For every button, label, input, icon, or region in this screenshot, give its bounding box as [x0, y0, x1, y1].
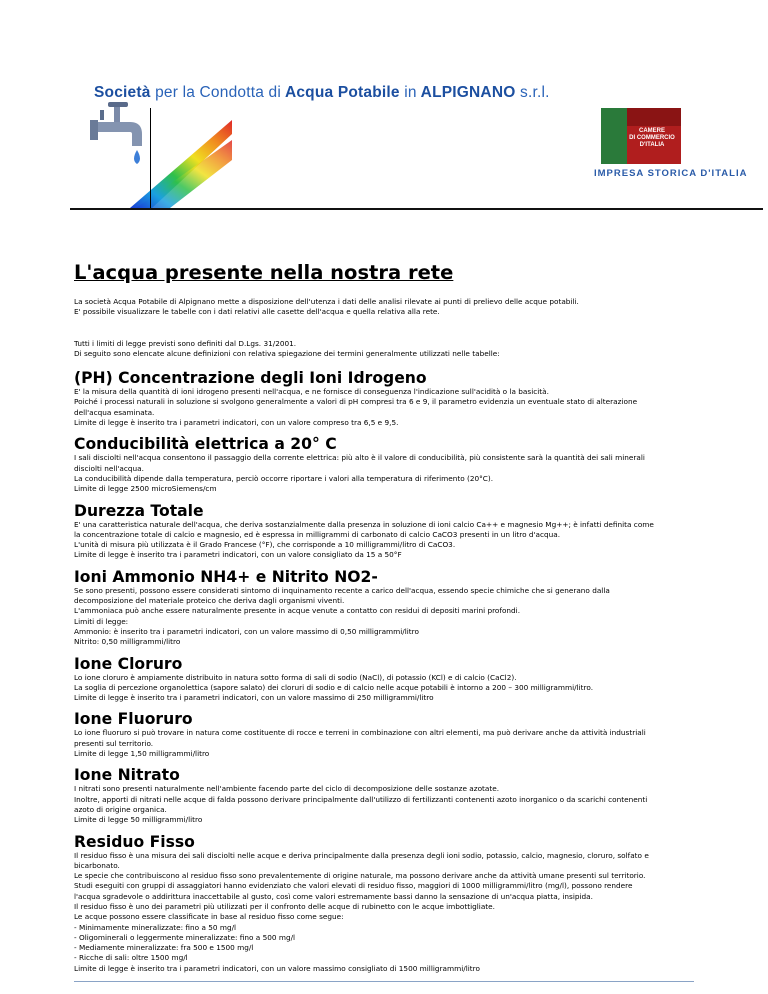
section-line: Lo ione cloruro è ampiamente distribuito in natura sotto forma di sali di sodio (NaCl), di potassio (KCl) e di calcio (CaCl2).	[74, 672, 517, 682]
section-line: la concentrazione totale di calcio e magnesio, ed è espressa in milligrammi di carbonato di calcio CaCO3 presenti in un litro d'acqua.	[74, 529, 561, 539]
intro-line: La società Acqua Potabile di Alpignano mette a disposizione dell'utenza i dati delle analisi rilevate ai punti di prelievo delle acque potabili.	[74, 297, 579, 306]
section-body	[74, 453, 694, 494]
footer-divider	[74, 981, 694, 982]
section-line: - Minimamente mineralizzate: fino a 50 mg/l	[74, 922, 237, 932]
intro-line: Tutti i limiti di legge previsti sono definiti dal D.Lgs. 31/2001.	[74, 338, 297, 348]
section-line: Limite di legge 1,50 milligrammi/litro	[74, 749, 210, 759]
section-title: Ione Nitrato	[74, 766, 180, 785]
section-line: azoto di origine organica.	[74, 804, 167, 814]
company-name-part: Società	[94, 84, 151, 101]
section-title: Ione Fluoruro	[74, 710, 193, 729]
section-line: Le acque possono essere classificate in base al residuo fisso come segue:	[74, 912, 344, 922]
definition-section	[74, 833, 694, 975]
faucet-rainbow-logo	[90, 100, 232, 208]
definition-section	[74, 369, 694, 428]
header-divider	[70, 208, 763, 210]
section-line: L'ammoniaca può anche essere naturalmente presente in acque venute a contatto con residui di depositi marini profondi.	[74, 606, 521, 616]
section-line: Inoltre, apporti di nitrati nelle acque di falda possono derivare principalmente dall'utilizzo di fertilizzanti contenenti azoto inorganico o da scarichi contenenti	[74, 794, 648, 804]
impresa-storica-label: IMPRESA STORICA D'ITALIA	[594, 168, 748, 179]
section-line: Ammonio: è inserito tra i parametri indicatori, con un valore massimo di 0,50 milligrammi/litro	[74, 626, 419, 636]
section-line: bicarbonato.	[74, 860, 120, 870]
section-line: Limiti di legge:	[74, 616, 129, 626]
section-body	[74, 673, 694, 704]
section-line: disciolti nell'acqua.	[74, 463, 144, 473]
intro-line: Di seguito sono elencate alcune definizioni con relativa spiegazione dei termini generalmente utilizzati nelle tabelle:	[74, 348, 500, 358]
section-body	[74, 520, 694, 561]
company-name-part: in	[404, 84, 417, 101]
section-line: Il residuo fisso è una misura dei sali disciolti nelle acque e deriva principalmente dalla presenza degli ioni sodio, potassio, calcio, magnesio, cloruro, solfato e	[74, 850, 649, 860]
limits-paragraph	[74, 339, 694, 360]
section-title: Ione Cloruro	[74, 654, 183, 673]
section-line: Limite di legge 50 milligrammi/litro	[74, 815, 203, 825]
definition-section	[74, 710, 694, 759]
section-line: - Mediamente mineralizzate: fra 500 e 1500 mg/l	[74, 943, 254, 953]
section-line: Se sono presenti, possono essere considerati sintomo di inquinamento recente a carico dell'acqua, essendo specie chimiche che si generano dalla	[74, 585, 610, 595]
page-title: L'acqua presente nella nostra rete	[74, 261, 454, 284]
section-line: Limite di legge è inserito tra i parametri indicatori, con un valore consigliato da 15 a 50°F	[74, 550, 402, 560]
section-line: Limite di legge è inserito tra i parametri indicatori, con un valore massimo consigliato di 1500 milligrammi/litro	[74, 963, 480, 973]
section-line: Limite di legge 2500 microSiemens/cm	[74, 484, 217, 494]
section-line: Studi eseguiti con gruppi di assaggiatori hanno evidenziato che valori elevati di residuo fisso, maggiori di 1000 milligrammi/litro (mg/l), possono rendere	[74, 881, 633, 891]
section-body	[74, 784, 694, 825]
page-header	[0, 0, 768, 210]
chamber-line: CAMERE	[638, 128, 665, 134]
section-body	[74, 387, 694, 428]
section-line: I nitrati sono presenti naturalmente nell'ambiente facendo parte del ciclo di decomposizione delle sostanze azotate.	[74, 784, 500, 794]
section-line: - Ricche di sali: oltre 1500 mg/l	[74, 953, 188, 963]
chamber-line: DI COMMERCIO	[629, 135, 675, 141]
section-body	[74, 586, 694, 648]
section-title: Residuo Fisso	[74, 832, 195, 851]
section-line: Poiché i processi naturali in soluzione si svolgono generalmente a valori di pH compresi tra 6 e 9, il parametro evidenzia un eventuale stato di alterazione	[74, 397, 638, 407]
section-title: Ioni Ammonio NH4+ e Nitrito NO2-	[74, 567, 378, 586]
definition-section	[74, 435, 694, 494]
definitions-list	[74, 369, 694, 974]
section-body	[74, 728, 694, 759]
section-body	[74, 851, 694, 975]
section-line: Le specie che contribuiscono al residuo fisso sono prevalentemente di origine naturale, ma possono derivare anche da attività umane presenti sul territorio.	[74, 871, 646, 881]
chamber-line: D'ITALIA	[639, 142, 665, 148]
section-line: L'unità di misura più utilizzata è il Grado Francese (°F), che corrisponde a 10 milligrammi/litro di CaCO3.	[74, 540, 456, 550]
section-line: Limite di legge è inserito tra i parametri indicatori, con un valore massimo di 250 milligrammi/litro	[74, 693, 434, 703]
main-content	[74, 262, 694, 982]
section-line: - Oligominerali o leggermente mineralizzate: fino a 500 mg/l	[74, 932, 296, 942]
section-line: E' la misura della quantità di ioni idrogeno presenti nell'acqua, e ne fornisce di conseguenza l'indicazione sull'acidità o la basicità.	[74, 387, 549, 397]
section-title: Durezza Totale	[74, 501, 204, 520]
section-line: La soglia di percezione organolettica (sapore salato) dei cloruri di sodio e di calcio nelle acque potabili è intorno a 200 – 300 milligrammi/litro.	[74, 682, 594, 692]
company-name-part: per la Condotta di	[155, 84, 282, 101]
section-line: La conducibilità dipende dalla temperatura, perciò occorre riportare i valori alla temperatura di riferimento (20°C).	[74, 473, 494, 483]
section-line: decomposizione del materiale proteico che deriva dagli organismi viventi.	[74, 596, 345, 606]
intro-paragraph	[74, 297, 694, 318]
definition-section	[74, 502, 694, 561]
chamber-text	[624, 128, 680, 149]
section-line: Nitrito: 0,50 milligrammi/litro	[74, 637, 181, 647]
section-line: l'acqua sgradevole o addirittura inaccettabile al gusto, così come valori estremamente bassi danno la sensazione di un'acqua piatta, insipida.	[74, 891, 593, 901]
definition-section	[74, 766, 694, 825]
company-name-part: ALPIGNANO	[420, 84, 516, 101]
section-line: Il residuo fisso è uno dei parametri più utilizzati per il confronto delle acque di rubinetto con le acque imbottigliate.	[74, 901, 495, 911]
company-name-part: s.r.l.	[520, 84, 550, 101]
section-line: presenti sul territorio.	[74, 738, 154, 748]
intro-line: E' possibile visualizzare le tabelle con i dati relativi alle casette dell'acqua e quella relativa alla rete.	[74, 307, 440, 317]
section-title: (PH) Concentrazione degli Ioni Idrogeno	[74, 369, 427, 388]
section-line: dell'acqua esaminata.	[74, 407, 155, 417]
section-title: Conducibilità elettrica a 20° C	[74, 435, 337, 454]
section-line: Limite di legge è inserito tra i parametri indicatori, con un valore compreso tra 6,5 e 9,5.	[74, 418, 399, 428]
definition-section	[74, 568, 694, 648]
section-line: Lo ione fluoruro si può trovare in natura come costituente di rocce e terreni in combinazione con altri elementi, ma può derivare anche da attività industriali	[74, 728, 646, 738]
section-line: I sali disciolti nell'acqua consentono il passaggio della corrente elettrica: più alto è il valore di conducibilità, più consistente sarà la quantità dei sali minerali	[74, 453, 645, 463]
section-line: E' una caratteristica naturale dell'acqua, che deriva sostanzialmente dalla presenza in soluzione di ioni calcio Ca++ e magnesio Mg++; è infatti definita come	[74, 519, 654, 529]
company-name-part: Acqua Potabile	[284, 84, 400, 101]
definition-section	[74, 655, 694, 704]
